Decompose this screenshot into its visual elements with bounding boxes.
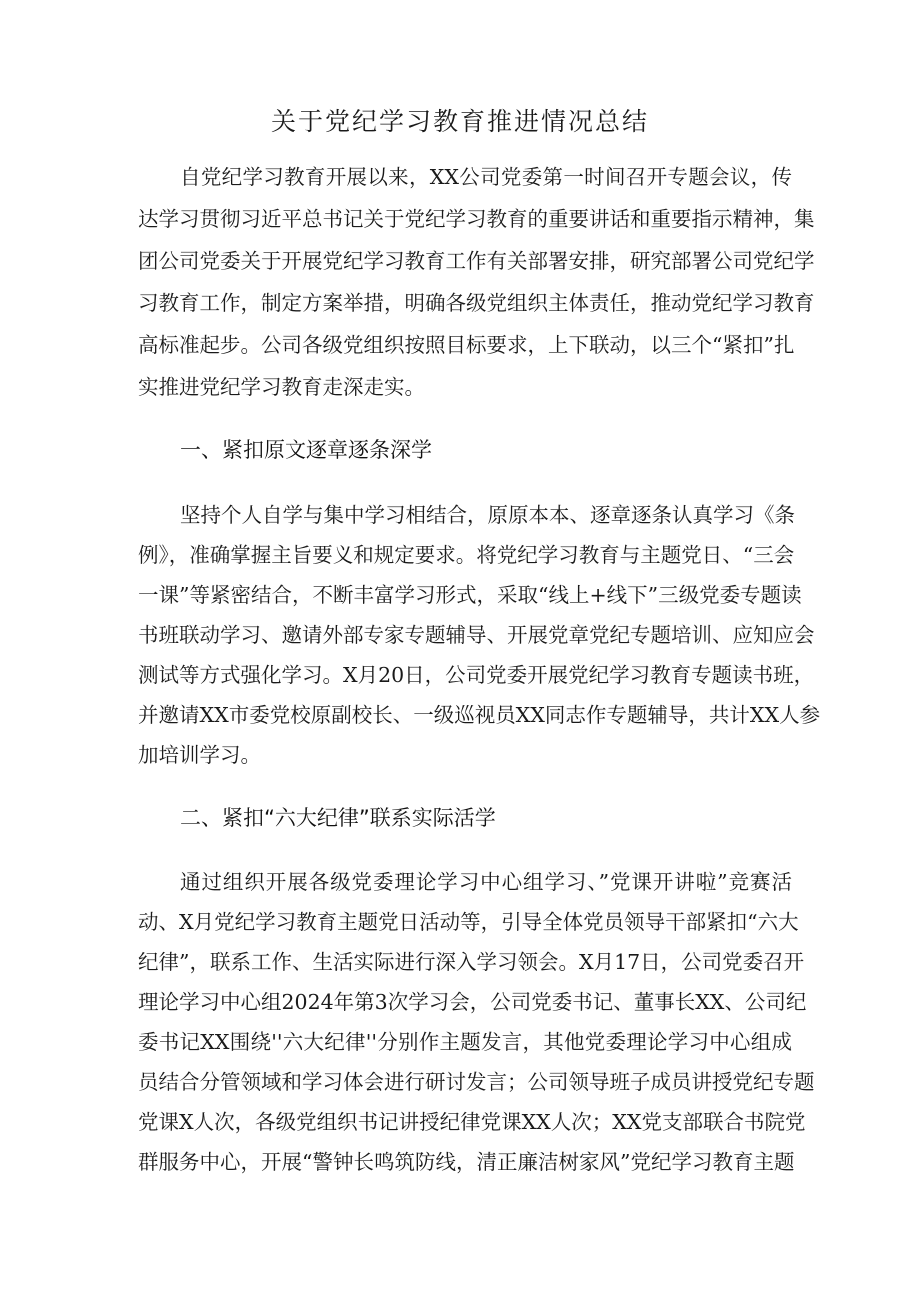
paragraph-line: 员结合分管领域和学习体会进行研讨发言；公司领导班子成员讲授党纪专题 xyxy=(138,1070,815,1094)
paragraph-line: 测试等方式强化学习。X月20日，公司党委开展党纪学习教育专题读书班， xyxy=(138,663,815,687)
paragraph-line: 委书记XX围绕''六大纪律''分别作主题发言，其他党委理论学习中心组成 xyxy=(138,1030,792,1054)
intro-line: 团公司党委关于开展党纪学习教育工作有关部署安排，研究部署公司党纪学 xyxy=(138,249,815,273)
section-heading: 二、紧扣“六大纪律”联系实际活学 xyxy=(180,806,496,830)
paragraph-line: 例》，准确掌握主旨要义和规定要求。将党纪学习教育与主题党日、“三会 xyxy=(138,543,795,567)
document-title: 关于党纪学习教育推进情况总结 xyxy=(270,107,649,136)
paragraph-line: 书班联动学习、邀请外部专家专题辅导、开展党章党纪专题培训、应知应会 xyxy=(138,623,815,647)
intro-line: 自党纪学习教育开展以来，XX公司党委第一时间召开专题会议，传 xyxy=(180,165,792,189)
intro-line: 实推进党纪学习教育走深走实。 xyxy=(138,375,425,399)
paragraph-line: 加培训学习。 xyxy=(138,743,261,767)
intro-line: 达学习贯彻习近平总书记关于党纪学习教育的重要讲话和重要指示精神，集 xyxy=(138,207,815,231)
paragraph-line: 并邀请XX市委党校原副校长、一级巡视员XX同志作专题辅导，共计XX人参 xyxy=(138,703,821,727)
intro-line: 高标准起步。公司各级党组织按照目标要求，上下联动，以三个“紧扣”扎 xyxy=(138,333,795,357)
paragraph-line: 动、X月党纪学习教育主题党日活动等，引导全体党员领导干部紧扣“六大 xyxy=(138,910,799,934)
paragraph-line: 党课X人次，各级党组织书记讲授纪律党课XX人次；XX党支部联合书院党 xyxy=(138,1110,806,1134)
intro-line: 习教育工作，制定方案举措，明确各级党组织主体责任，推动党纪学习教育 xyxy=(138,291,815,315)
paragraph-line: 坚持个人自学与集中学习相结合，原原本本、逐章逐条认真学习《条 xyxy=(180,503,795,527)
paragraph-line: 理论学习中心组2024年第3次学习会，公司党委书记、董事长XX、公司纪 xyxy=(138,990,807,1014)
section-heading: 一、紧扣原文逐章逐条深学 xyxy=(180,438,432,462)
paragraph-line: 纪律”，联系工作、生活实际进行深入学习领会。X月17日，公司党委召开 xyxy=(138,950,805,974)
paragraph-line: 一课”等紧密结合，不断丰富学习形式，采取“线上+线下”三级党委专题读 xyxy=(138,583,802,607)
paragraph-line: 群服务中心，开展“警钟长鸣筑防线，清正廉洁树家风”党纪学习教育主题 xyxy=(138,1150,795,1174)
paragraph-line: 通过组织开展各级党委理论学习中心组学习、”党课开讲啦”竞赛活 xyxy=(180,870,792,894)
